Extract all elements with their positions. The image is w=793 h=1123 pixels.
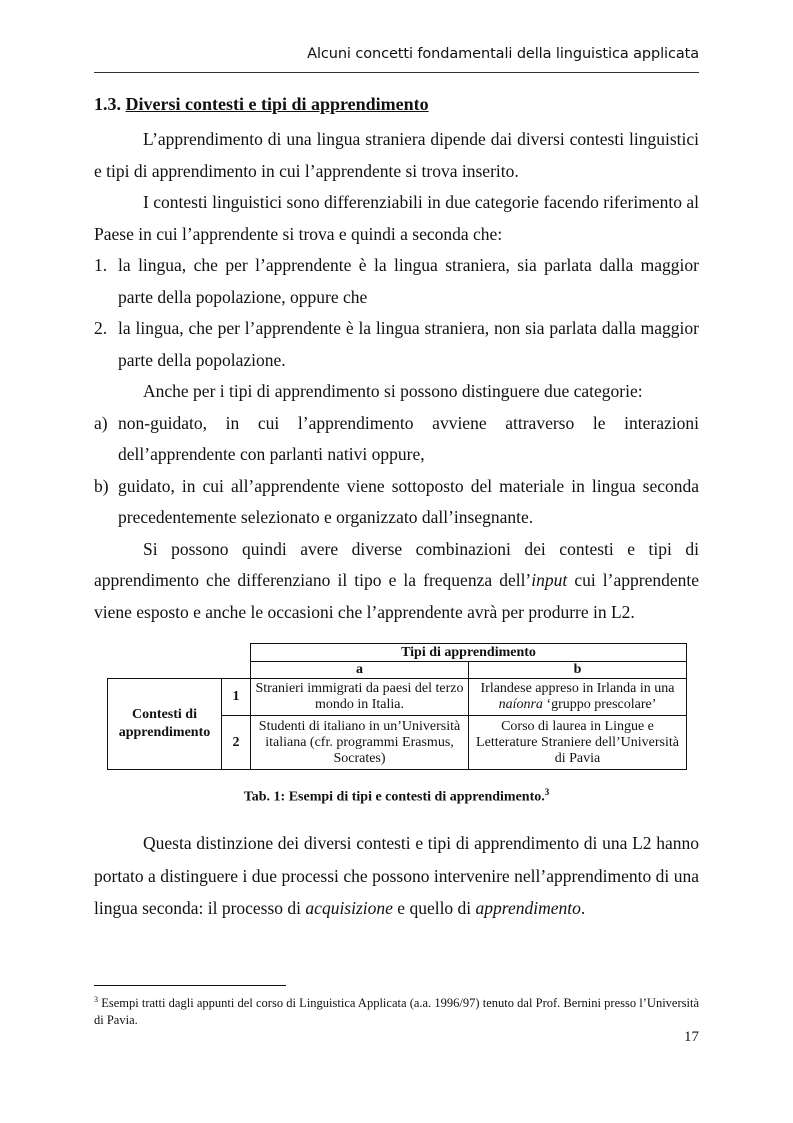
learning-contexts-table (107, 643, 687, 770)
table-cell: Stranieri immigrati da paesi del terzo mondo in Italia. (251, 679, 469, 716)
body-text (94, 124, 699, 628)
text-run: ‘gruppo prescolare’ (542, 697, 657, 712)
text-run: Si possono quindi avere diverse combinazioni dei contesti e tipi di apprendimento che differenziano il tipo e la frequenza dell’ (94, 538, 699, 590)
section-title-text: Diversi contesti e tipi di apprendimento (125, 94, 429, 114)
column-header-b: b (469, 662, 687, 679)
table-cell: Corso di laurea in Lingue e Letterature Straniere dell’Università di Pavia (469, 716, 687, 770)
table-cell: Studenti di italiano in un’Università italiana (cfr. programmi Erasmus, Socrates) (251, 716, 469, 770)
row-group-label: Contesti di apprendimento (108, 679, 222, 770)
italic-term: input (531, 570, 568, 590)
text-run: cui l’apprendente viene esposto e anche le occasioni che l’apprendente avrà per produrre in L2. (94, 570, 699, 622)
list-item-text: non-guidato, in cui l’apprendimento avviene attraverso le interazioni dell’apprendente con parlanti nativi oppure, (118, 412, 699, 464)
list-item-text: la lingua, che per l’apprendente è la lingua straniera, sia parlata dalla maggior parte della popolazione, oppure che (118, 255, 699, 307)
page-number: 17 (684, 1029, 699, 1045)
list-marker: 2. (94, 318, 108, 338)
row-number: 1 (222, 679, 251, 716)
lettered-list (94, 408, 699, 534)
italic-term: naíonra (498, 697, 543, 712)
paragraph: Anche per i tipi di apprendimento si possono distinguere due categorie: (143, 381, 643, 401)
section-title (94, 94, 429, 115)
text-run: e quello di (392, 898, 476, 918)
text-run: . (580, 898, 586, 918)
column-header-a: a (251, 662, 469, 679)
paragraph (94, 827, 699, 925)
paragraph: I contesti linguistici sono differenziabili in due categorie facendo riferimento al Paese in cui l’apprendente si trova e quindi a seconda che: (94, 192, 699, 244)
footnote-text: Esempi tratti dagli appunti del corso di Linguistica Applicata (a.a. 1996/97) tenuto dal Prof. Bernini presso l’Università di Pavia. (94, 996, 699, 1028)
list-marker: b) (94, 475, 109, 496)
row-number: 2 (222, 716, 251, 770)
header-rule (94, 72, 699, 73)
list-item (94, 471, 699, 534)
footnote (94, 991, 699, 1029)
list-item (94, 313, 699, 376)
list-marker: 1. (94, 255, 108, 275)
footnote-number: 3 (94, 995, 98, 1004)
paragraph: L’apprendimento di una lingua straniera dipende dai diversi contesti linguistici e tipi di apprendimento in cui l’apprendente si trova inserito. (94, 129, 699, 181)
list-item-text: la lingua, che per l’apprendente è la lingua straniera, non sia parlata dalla maggior parte della popolazione. (118, 318, 699, 370)
text-run: Questa distinzione dei diversi contesti e tipi di apprendimento di una L2 hanno portato a distinguere i due processi che possono intervenire nell’apprendimento di una lingua seconda: il processo di (94, 833, 699, 918)
text-run: Irlandese appreso in Irlanda in una (480, 681, 675, 696)
italic-term: apprendimento (475, 898, 581, 918)
footnote-ref: 3 (544, 787, 550, 797)
table-cell (469, 679, 687, 716)
list-marker: a) (94, 412, 108, 433)
footnote-rule (94, 985, 286, 986)
paragraph (94, 534, 699, 629)
list-item (94, 408, 699, 471)
table-caption (0, 787, 793, 806)
caption-text: Tab. 1: Esempi di tipi e contesti di apprendimento. (243, 789, 545, 805)
group-header: Tipi di apprendimento (251, 644, 687, 662)
running-header: Alcuni concetti fondamentali della linguistica applicata (307, 46, 699, 62)
numbered-list (94, 250, 699, 376)
body-text-continued (94, 827, 699, 925)
section-number: 1.3. (94, 94, 121, 114)
list-item (94, 250, 699, 313)
italic-term: acquisizione (305, 898, 393, 918)
list-item-text: guidato, in cui all’apprendente viene sottoposto del materiale in lingua seconda precedentemente selezionato e organizzato dall’insegnante. (118, 475, 699, 527)
